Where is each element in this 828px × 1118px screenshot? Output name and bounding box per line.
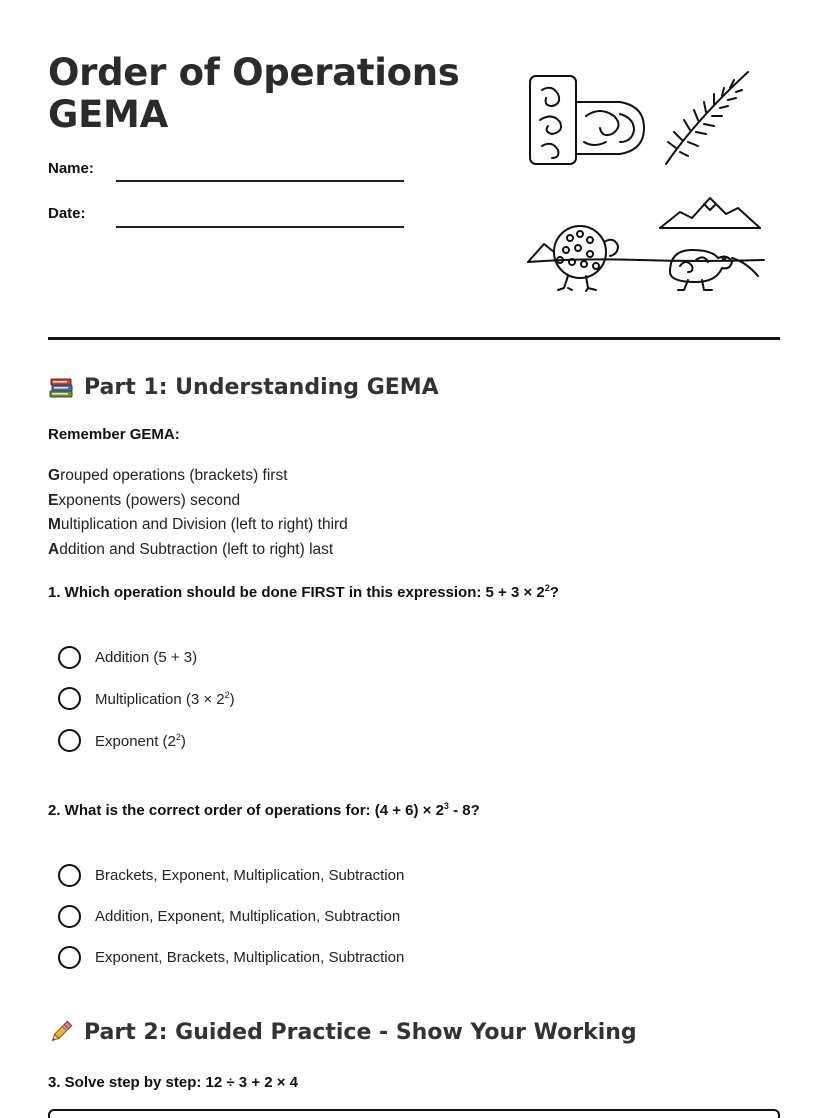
remember-label: Remember GEMA:: [48, 426, 180, 443]
q2-option-c[interactable]: [58, 946, 404, 969]
name-field[interactable]: [116, 180, 404, 182]
header-divider: [48, 337, 780, 340]
q1-option-exponent[interactable]: [58, 729, 186, 752]
rule-item: Grouped operations (brackets) first: [48, 467, 288, 484]
part2-heading-text: Part 2: Guided Practice - Show Your Working: [84, 1019, 637, 1045]
option-label: Brackets, Exponent, Multiplication, Subtraction: [95, 867, 405, 884]
radio-button[interactable]: [58, 905, 81, 928]
books-icon: [48, 374, 74, 400]
date-field[interactable]: [116, 226, 404, 228]
option-label: Exponent $(2^2)$: [95, 731, 186, 750]
question-1: 1. Which operation should be done FIRST in this expression: $5 + 3 \times 2^2$?: [48, 583, 559, 601]
gema-rules-list: [48, 464, 348, 562]
radio-button[interactable]: [58, 864, 81, 887]
part1-heading: [48, 374, 439, 400]
mountains-icon: [660, 198, 760, 228]
working-answer-box[interactable]: [48, 1109, 780, 1118]
date-label: Date:: [48, 205, 86, 222]
title-line-1: Order of Operations: [48, 51, 460, 94]
question-2: 2. What is the correct order of operations for: $(4 + 6) \times 2^3 - 8$?: [48, 801, 480, 819]
page-title: [48, 52, 460, 136]
rule-item: Multiplication and Division (left to right) third: [48, 516, 348, 533]
option-label: Multiplication $(3 \times 2^2)$: [95, 689, 235, 708]
question-3: 3. Solve step by step: 12 ÷ 3 + 2 × 4: [48, 1074, 299, 1091]
part2-heading: [48, 1019, 637, 1045]
option-label: Exponent, Brackets, Multiplication, Subtraction: [95, 949, 405, 966]
nz-illustration: [520, 62, 770, 302]
q2-option-b[interactable]: [58, 905, 400, 928]
option-label: Addition (5 + 3): [95, 649, 198, 666]
radio-button[interactable]: [58, 946, 81, 969]
q2-option-a[interactable]: [58, 864, 404, 887]
kiwi-bird-koru-icon: [670, 250, 758, 290]
radio-button[interactable]: [58, 687, 81, 710]
name-label: Name:: [48, 160, 94, 177]
rule-item: Addition and Subtraction (left to right) last: [48, 540, 334, 558]
part1-heading-text: Part 1: Understanding GEMA: [84, 374, 439, 400]
radio-button[interactable]: [58, 729, 81, 752]
option-label: Addition, Exponent, Multiplication, Subtraction: [95, 908, 401, 925]
fern-icon: [666, 72, 748, 164]
pencil-icon: [48, 1019, 74, 1045]
q1-option-addition[interactable]: [58, 646, 197, 669]
radio-button[interactable]: [58, 646, 81, 669]
title-line-2: GEMA: [48, 93, 168, 136]
rule-item: Exponents (powers) second: [48, 491, 241, 509]
q1-option-multiplication[interactable]: [58, 687, 235, 710]
koru-carving-icon: [530, 76, 644, 164]
